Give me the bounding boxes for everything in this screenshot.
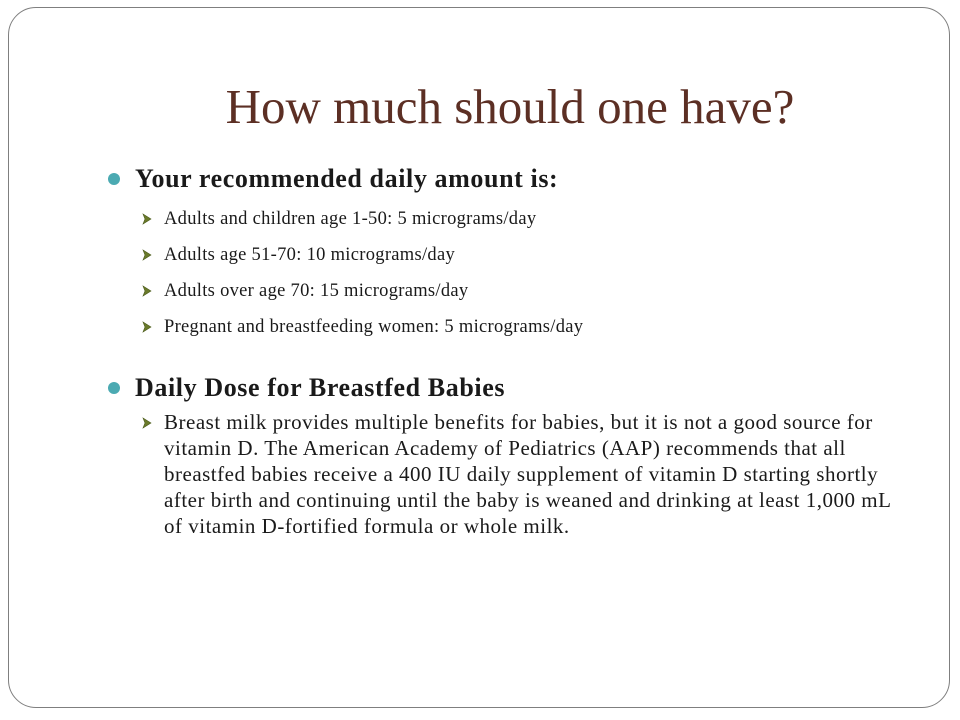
recommended-amounts-list [108, 201, 908, 345]
section-heading [108, 369, 908, 407]
section-breastfed-babies [108, 369, 908, 539]
list-item [108, 273, 908, 309]
list-item [108, 201, 908, 237]
list-item [108, 309, 908, 345]
section-heading-text: Daily Dose for Breastfed Babies [135, 373, 506, 402]
section-recommended-amounts [108, 160, 908, 345]
slide-title: How much should one have? [225, 79, 795, 134]
breastfed-babies-list [108, 407, 908, 539]
arrow-bullet-icon [141, 417, 153, 429]
arrow-bullet-icon [141, 321, 153, 333]
list-item-text: Adults over age 70: 15 micrograms/day [164, 281, 469, 301]
section-heading [108, 160, 908, 198]
arrow-bullet-icon [141, 285, 153, 297]
list-item [108, 237, 908, 273]
list-item-text: Breast milk provides multiple benefits for babies, but it is not a good source for vitamin D. The American Academy of Pediatrics (AAP) recommends that all breastfed babies receive a 400 IU daily supplement of vitamin D starting shortly after birth and continuing until the baby is weaned and drinking at least 1,000 mL of vitamin D-fortified formula or whole milk. [164, 410, 891, 538]
list-item-text: Adults and children age 1-50: 5 micrograms/day [164, 209, 537, 229]
list-item [108, 407, 908, 539]
section-heading-text: Your recommended daily amount is: [135, 164, 559, 193]
arrow-bullet-icon [141, 249, 153, 261]
dot-icon [108, 173, 120, 185]
list-item-text: Pregnant and breastfeeding women: 5 micrograms/day [164, 317, 584, 337]
arrow-bullet-icon [141, 213, 153, 225]
dot-icon [108, 382, 120, 394]
list-item-text: Adults age 51-70: 10 micrograms/day [164, 245, 456, 265]
slide-content [108, 160, 908, 539]
